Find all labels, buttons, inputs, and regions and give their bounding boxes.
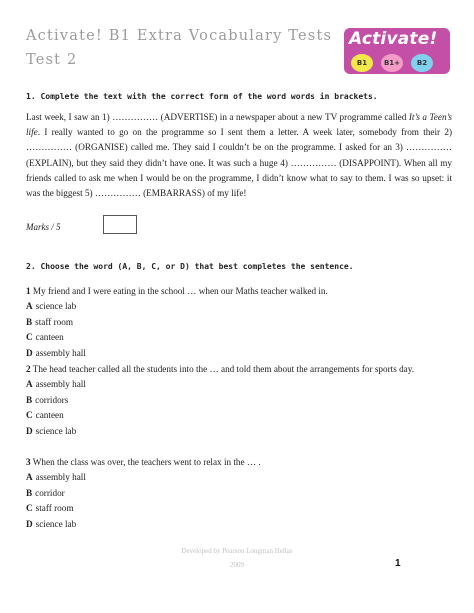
programme-title: It’s a Teen’s life [26,112,452,138]
title-line-2: Test 2 [26,52,78,68]
question-stem [26,284,452,299]
option-a[interactable]: A science lab [26,301,77,311]
page-title [26,26,332,70]
question-number: 2 [26,364,31,374]
option-c[interactable]: C staff room [26,503,74,513]
section-1-heading: 1. Complete the text with the correct form of the word words in brackets. [26,92,378,101]
section-2-heading: 2. Choose the word (A, B, C, or D) that best completes the sentence. [26,262,354,271]
logo-text: Activate! [349,29,438,49]
question-1 [26,284,452,361]
option-d[interactable]: D science lab [26,518,77,529]
footer-year: 2009 [230,561,244,569]
question-3 [26,455,452,532]
level-badge-b1: B1 [351,54,373,72]
question-stem [26,455,452,470]
option-d[interactable]: D assembly hall [26,347,86,358]
level-badge-b1-plus: B1+ [381,54,403,72]
section-1-passage [26,110,452,201]
page-number: 1 [395,558,401,569]
option-b[interactable]: B corridor [26,487,65,498]
question-text: The head teacher called all the students into the … and told them about the arrangements for sports day. [30,364,415,374]
footer-credit: Developed by Pearson Longman Hellas [181,547,293,555]
question-2 [26,362,452,439]
question-number: 3 [26,457,31,467]
question-number: 1 [26,286,31,296]
option-b[interactable]: B staff room [26,316,73,327]
question-stem [26,362,452,377]
level-badge-b2: B2 [411,54,433,72]
option-d[interactable]: D science lab [26,425,77,436]
option-c[interactable]: C canteen [26,332,64,342]
question-text: When the class was over, the teachers went to relax in the … . [30,457,261,467]
activate-logo [344,28,450,74]
passage-part-2: . I really wanted to go on the programme so I sent them a letter. A week later, somebody from their 2) …………… (ORGANISE) called me. They said I couldn’t be on the programme. I asked for an 3) …………… (EXPLAIN), but they said they didn’t have one. It was such a huge 4) …………… (DISAPPOINT). When all my friends called to ask me when I would be on the programme, I didn’t know what to say to them. I was so upset: it was the biggest 5) …………… (EMBARRASS) of my life! [26,127,452,199]
title-line-1: Activate! B1 Extra Vocabulary Tests [26,28,333,44]
passage-part-1: Last week, I saw an 1) …………… (ADVERTISE) in a newspaper about a new TV programme called [26,112,409,122]
option-a[interactable]: A assembly hall [26,472,86,482]
option-c[interactable]: C canteen [26,410,64,420]
option-a[interactable]: A assembly hall [26,379,86,389]
marks-label: Marks / 5 [26,222,61,232]
question-text: My friend and I were eating in the school … when our Maths teacher walked in. [30,286,328,296]
marks-box[interactable] [103,215,137,234]
logo-level-badges [351,52,437,72]
option-b[interactable]: B corridors [26,394,69,405]
